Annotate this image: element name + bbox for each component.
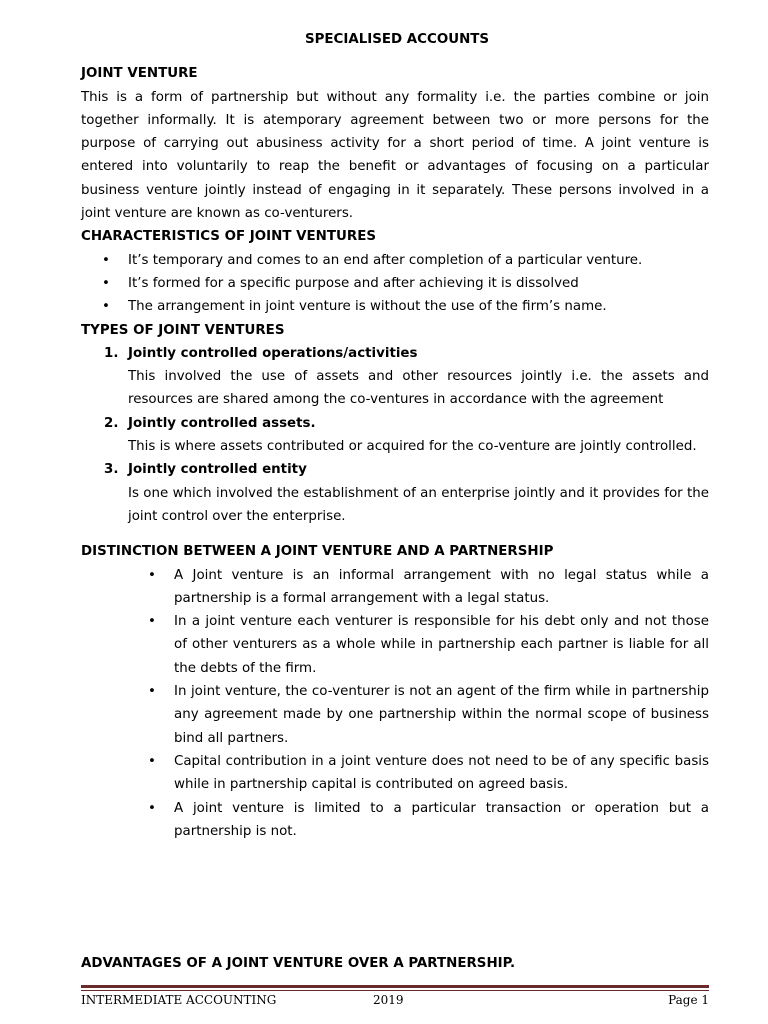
bullet-icon: •: [148, 800, 156, 816]
list-number: 3.: [104, 462, 119, 478]
characteristics-list: [81, 249, 709, 319]
joint-venture-heading: JOINT VENTURE: [81, 66, 198, 82]
list-item-text: A joint venture is limited to a particular transaction or operation but a partnership is not.: [174, 800, 709, 839]
bullet-icon: •: [148, 684, 156, 700]
types-list: [81, 342, 709, 528]
joint-venture-paragraph: This is a form of partnership but without any formality i.e. the parties combine or join together informally. It is atemporary agreement between two or more persons for the purpose of carrying out abusiness activity for a short period of time. A joint venture is entered into voluntarily to reap the benefit or advantages of focusing on a particular business venture jointly instead of engaging in it separately. These persons involved in a joint venture are known as co-venturers.: [81, 89, 709, 222]
advantages-heading: ADVANTAGES OF A JOINT VENTURE OVER A PARTNERSHIP.: [81, 956, 516, 971]
document-title: SPECIALISED ACCOUNTS: [304, 32, 490, 47]
type-description: This is where assets contributed or acquired for the co-venture are jointly controlled.: [128, 439, 697, 455]
bullet-icon: •: [102, 275, 110, 291]
document-page: [81, 28, 709, 843]
list-number: 2.: [104, 415, 119, 431]
characteristics-heading: CHARACTERISTICS OF JOINT VENTURES: [81, 229, 376, 245]
bullet-icon: •: [148, 614, 156, 630]
list-item: [81, 750, 709, 797]
distinction-heading: DISTINCTION BETWEEN A JOINT VENTURE AND A PARTNERSHIP: [81, 544, 554, 560]
list-item: [81, 564, 709, 611]
section-spacer: [81, 528, 709, 540]
list-item-text: It’s formed for a specific purpose and after achieving it is dissolved: [128, 275, 579, 291]
list-item-text: A Joint venture is an informal arrangement with no legal status while a partnership is a formal arrangement with a legal status.: [174, 567, 709, 606]
footer-year: 2019: [373, 993, 404, 1007]
bullet-icon: •: [102, 252, 110, 268]
list-item: [81, 680, 709, 750]
list-item-text: The arrangement in joint venture is without the use of the firm’s name.: [128, 299, 607, 315]
type-description: Is one which involved the establishment of an enterprise jointly and it provides for the joint control over the enterprise.: [128, 485, 709, 524]
type-title: Jointly controlled operations/activities: [128, 345, 418, 361]
bullet-icon: •: [148, 567, 156, 583]
footer-page-number: Page 1: [668, 993, 709, 1007]
list-item: [81, 272, 709, 295]
types-heading: TYPES OF JOINT VENTURES: [81, 322, 285, 338]
page-footer: [81, 991, 709, 1009]
type-description: This involved the use of assets and other resources jointly i.e. the assets and resources are shared among the co-ventures in accordance with the agreement: [128, 369, 709, 408]
list-item-text: In a joint venture each venturer is responsible for his debt only and not those of other venturers as a whole while in partnership each partner is liable for all the debts of the firm.: [174, 614, 709, 676]
list-item: [81, 295, 709, 318]
bullet-icon: •: [102, 299, 110, 315]
list-item: [81, 412, 709, 459]
list-item: [81, 458, 709, 528]
list-item-text: It’s temporary and comes to an end after completion of a particular venture.: [128, 252, 643, 268]
footer-course-name: INTERMEDIATE ACCOUNTING: [81, 993, 277, 1007]
list-item-text: In joint venture, the co-venturer is not an agent of the firm while in partnership any agreement made by one partnership within the normal scope of business bind all partners.: [174, 684, 709, 746]
type-title: Jointly controlled assets.: [128, 415, 316, 431]
list-item: [81, 797, 709, 844]
list-item: [81, 249, 709, 272]
footer-rule: [81, 985, 709, 988]
distinction-list: [81, 564, 709, 844]
type-title: Jointly controlled entity: [128, 462, 307, 478]
list-number: 1.: [104, 345, 119, 361]
list-item: [81, 342, 709, 412]
bullet-icon: •: [148, 753, 156, 769]
list-item-text: Capital contribution in a joint venture does not need to be of any specific basis while in partnership capital is contributed on agreed basis.: [174, 753, 709, 793]
list-item: [81, 610, 709, 680]
